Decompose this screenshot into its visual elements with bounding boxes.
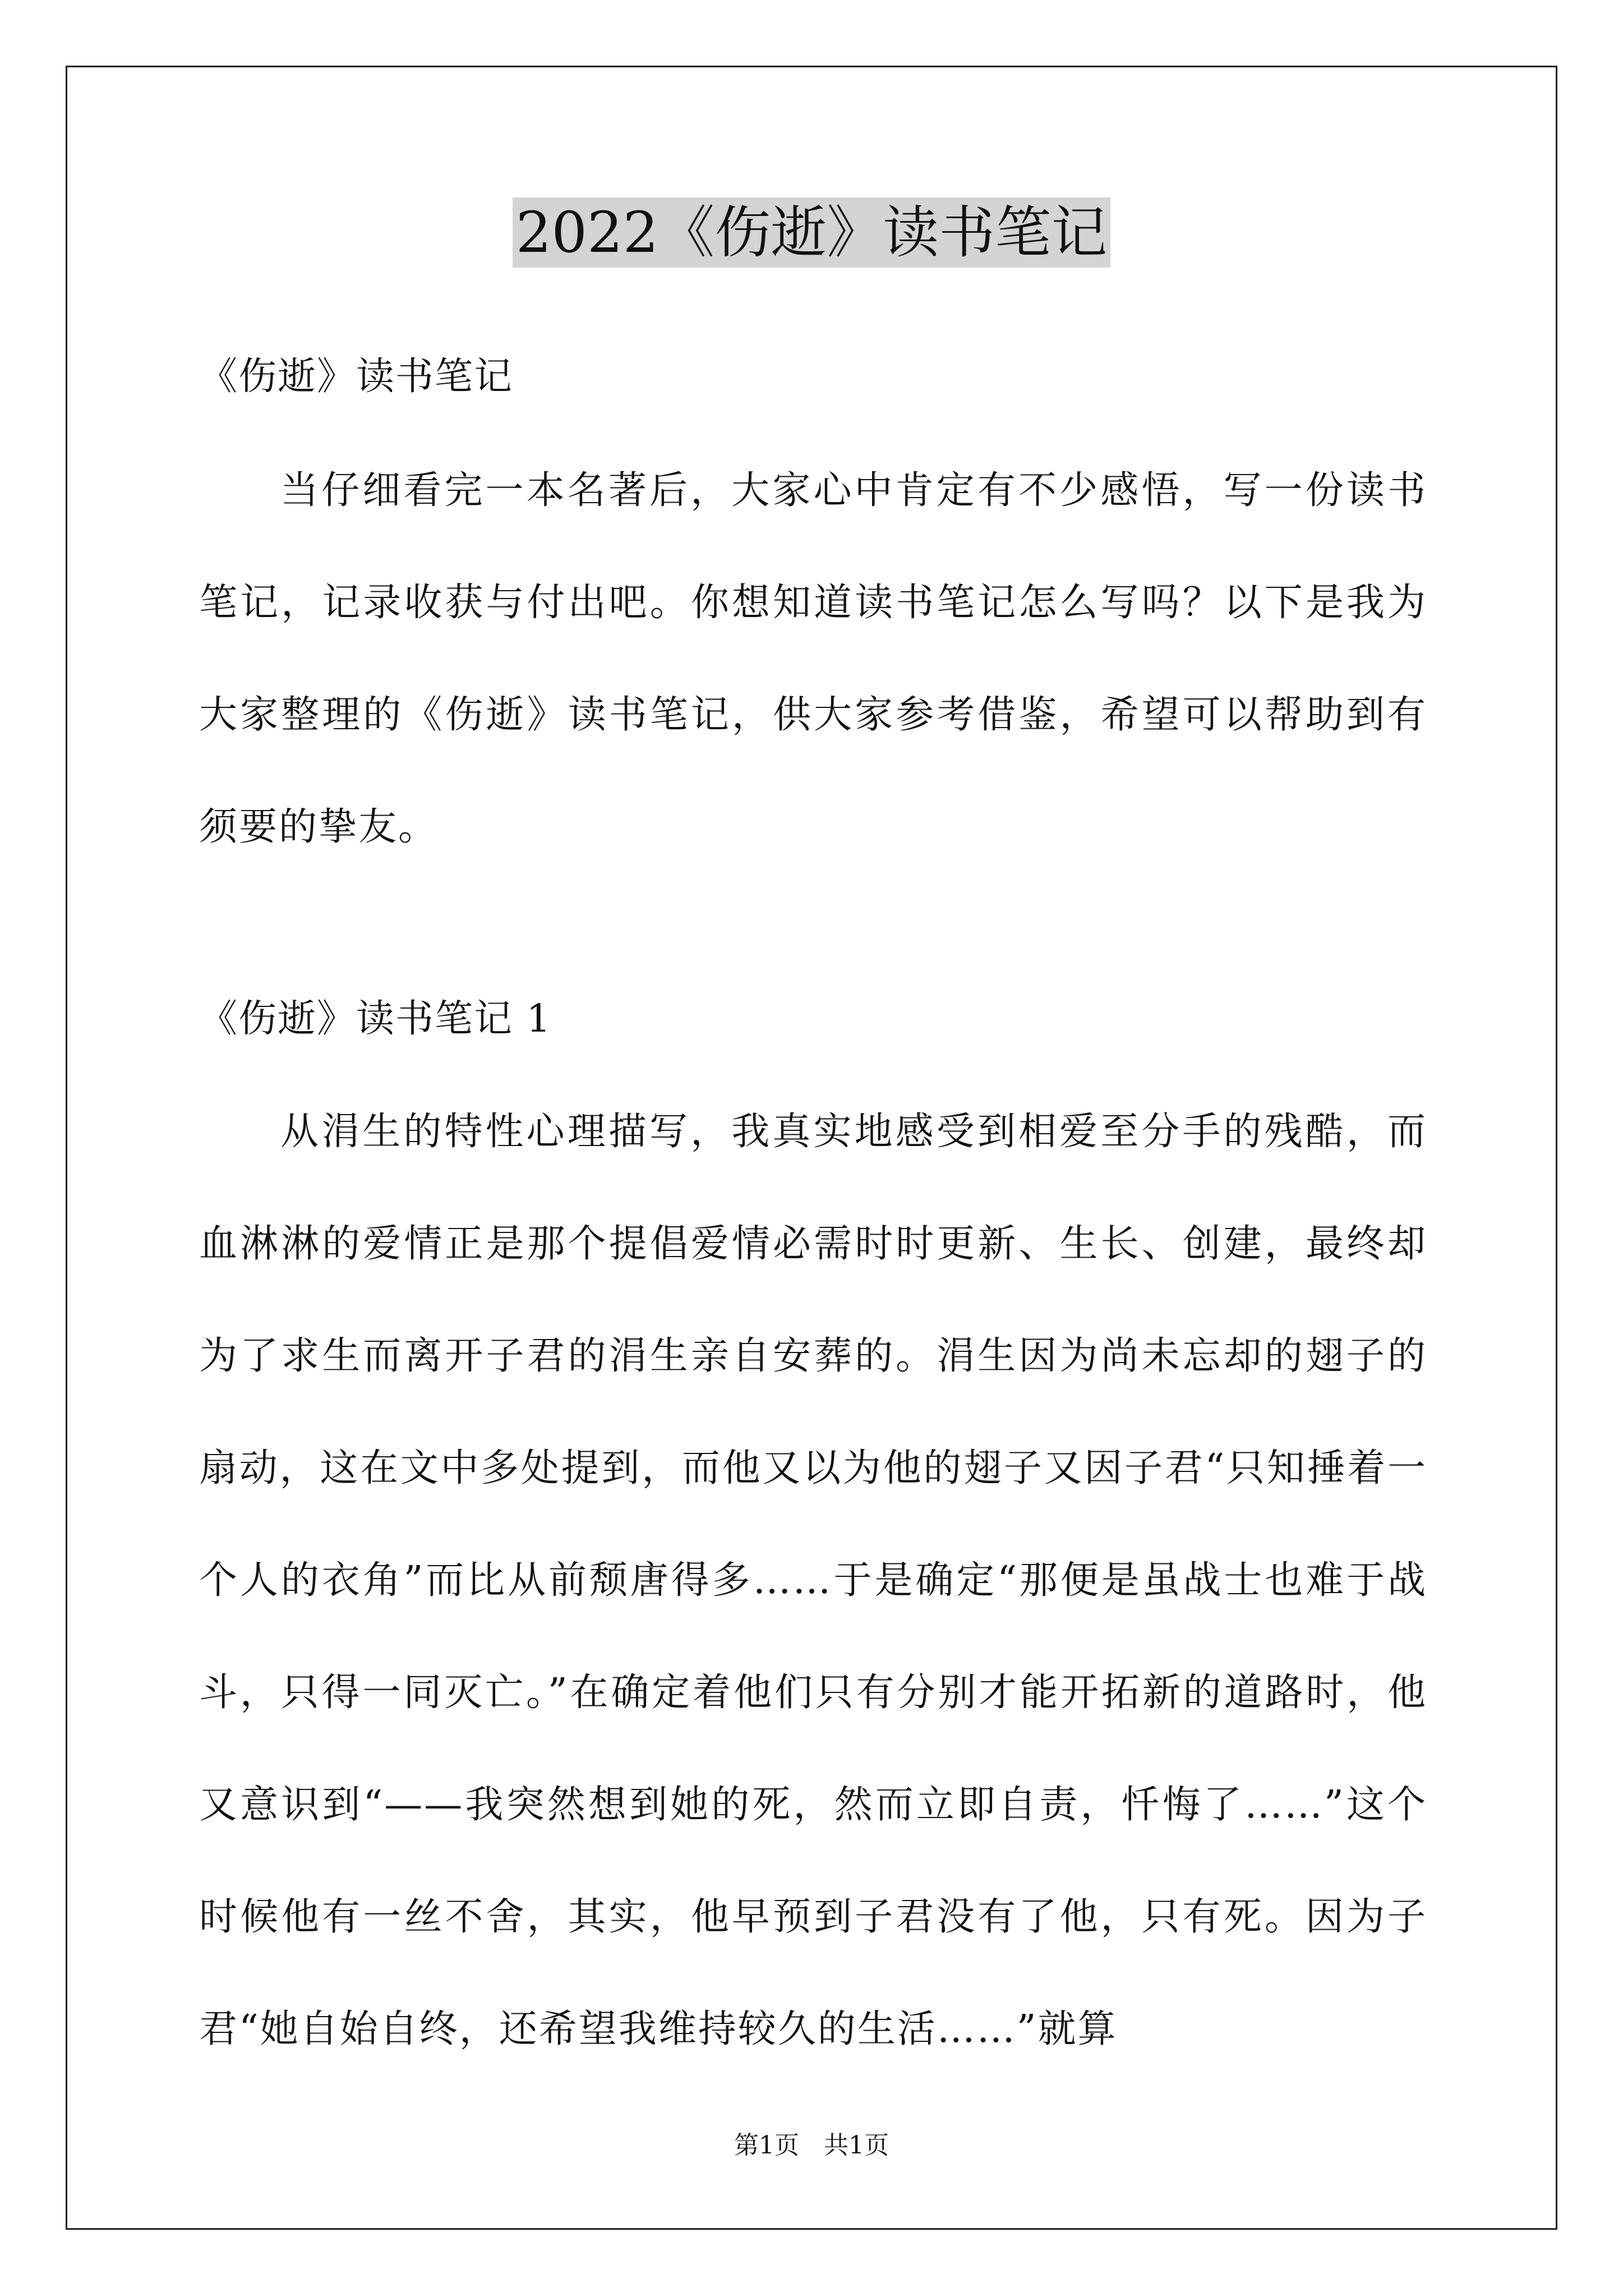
document-title — [0, 194, 1623, 272]
page-number: 第1页 共1页 — [734, 2131, 889, 2160]
section-heading-1: 《伤逝》读书笔记 1 — [199, 997, 552, 1041]
section-1-body — [199, 1076, 1427, 2086]
intro-paragraph: 当仔细看完一本名著后，大家心中肯定有不少感悟，写一份读书笔记，记录收获与付出吧。你想知道读书笔记怎么写吗？以下是我为大家整理的《伤逝》读书笔记，供大家参考借鉴，希望可以帮助到有须要的挚友。 — [199, 468, 1427, 849]
document-title-text: 2022《伤逝》读书笔记 — [513, 197, 1111, 268]
section-heading-intro: 《伤逝》读书笔记 — [199, 355, 514, 399]
page-footer — [0, 2129, 1623, 2162]
paragraph-1: 从涓生的特性心理描写，我真实地感受到相爱至分手的残酷，而血淋淋的爱情正是那个提倡爱情必需时时更新、生长、创建，最终却为了求生而离开子君的涓生亲自安葬的。涓生因为尚未忘却的翅子的扇动，这在文中多处提到，而他又以为他的翅子又因子君“只知捶着一个人的衣角”而比从前颓唐得多……于是确定“那便是虽战士也难于战斗，只得一同灭亡。”在确定着他们只有分别才能开拓新的道路时，他又意识到“——我突然想到她的死，然而立即自责，忏悔了……”这个时候他有一丝不舍，其实，他早预到子君没有了他，只有死。因为子君“她自始自终，还希望我维持较久的生活……”就算 — [199, 1110, 1427, 2051]
intro-body — [199, 435, 1427, 884]
